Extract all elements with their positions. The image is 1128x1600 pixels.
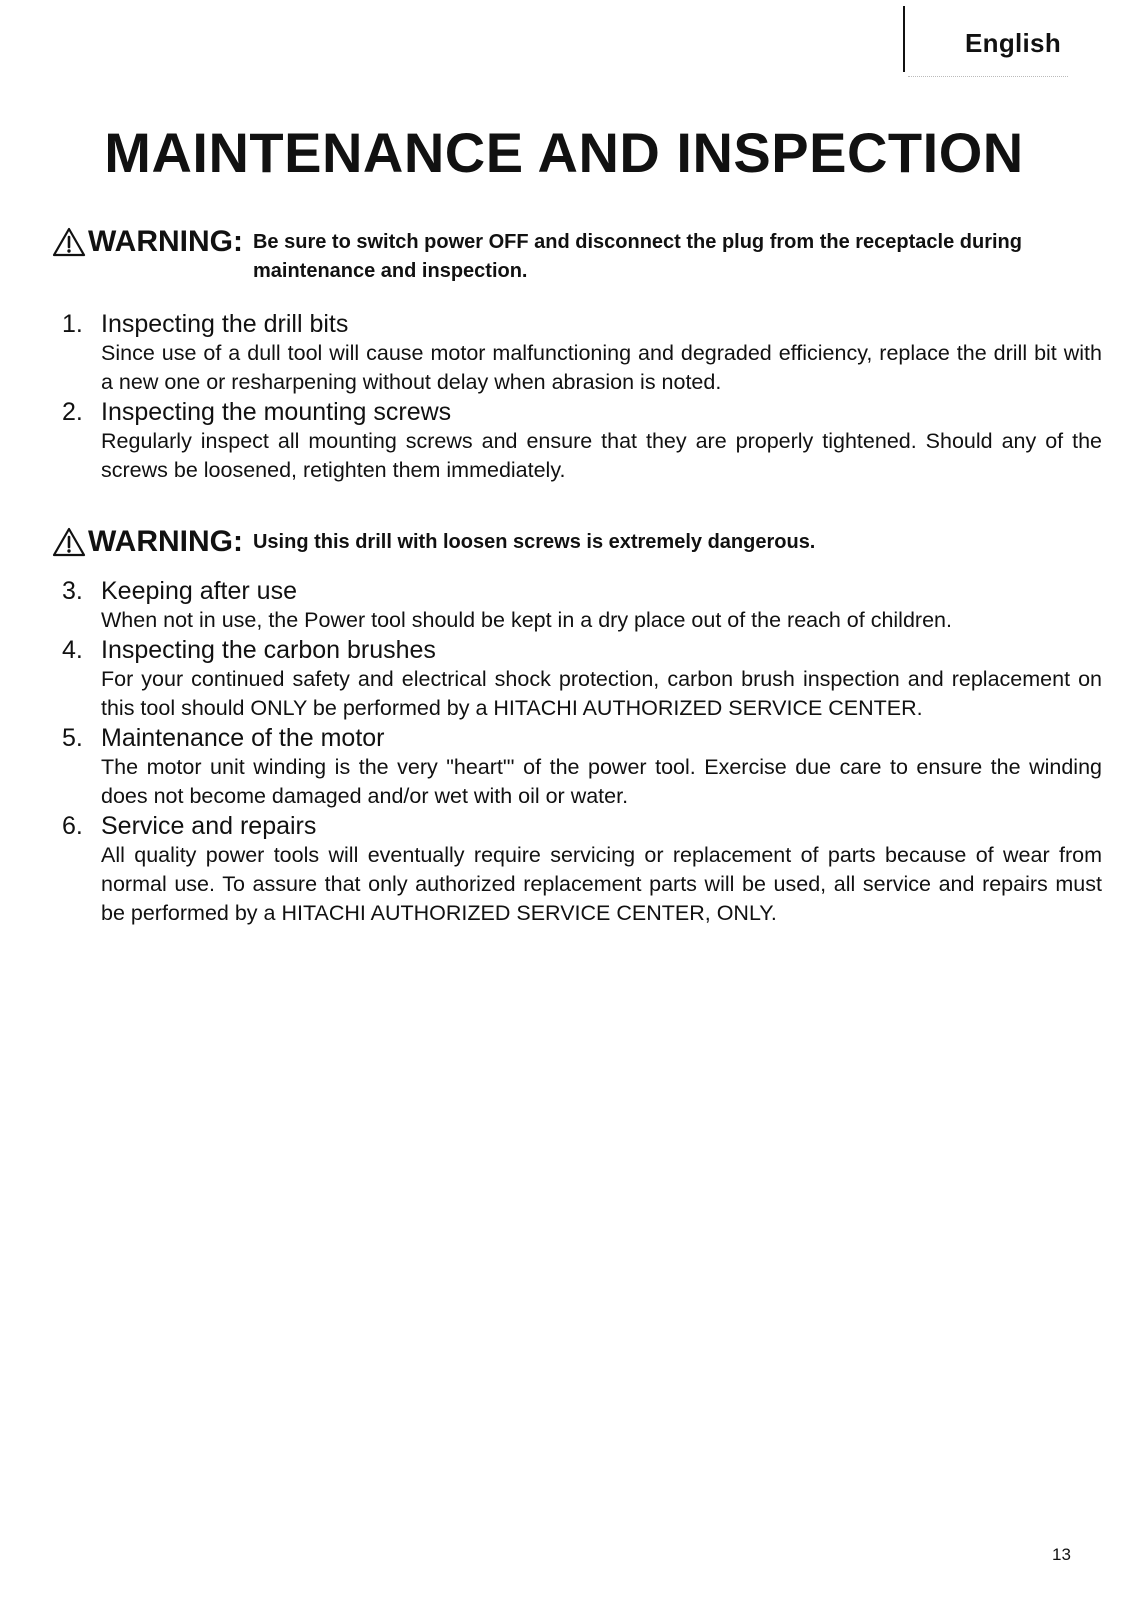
item-body: When not in use, the Power tool should be kept in a dry place out of the reach of children. bbox=[101, 608, 952, 632]
item-number: 6. bbox=[62, 812, 83, 840]
warning-label: WARNING: bbox=[88, 225, 243, 258]
item-title: Inspecting the drill bits bbox=[101, 310, 349, 338]
warning-block-1 bbox=[52, 225, 1055, 286]
item-title: Keeping after use bbox=[101, 577, 297, 605]
warning-text: Using this drill with loosen screws is extremely dangerous. bbox=[252, 531, 816, 553]
list-item bbox=[62, 723, 1102, 811]
item-body: For your continued safety and electrical shock protection, carbon brush inspection and replacement on this tool should ONLY be performed by a HITACHI AUTHORIZED SERVICE CENTER. bbox=[101, 667, 1102, 720]
page-number: 13 bbox=[1052, 1545, 1071, 1564]
item-list-b bbox=[62, 576, 1102, 928]
item-number: 2. bbox=[62, 398, 83, 426]
list-item bbox=[62, 397, 1102, 485]
item-title: Maintenance of the motor bbox=[101, 724, 385, 752]
warning-triangle-icon bbox=[52, 227, 86, 257]
language-divider bbox=[903, 6, 905, 72]
item-list-a bbox=[62, 309, 1102, 485]
warning-triangle-icon bbox=[52, 527, 86, 557]
list-item bbox=[62, 576, 1102, 635]
item-number: 4. bbox=[62, 636, 83, 664]
item-body: The motor unit winding is the very "heart"' of the power tool. Exercise due care to ensure the winding does not become damaged and/or wet with oil or water. bbox=[101, 755, 1102, 808]
list-item bbox=[62, 635, 1102, 723]
item-title: Inspecting the carbon brushes bbox=[101, 636, 436, 664]
warning-label: WARNING: bbox=[88, 525, 243, 558]
item-number: 3. bbox=[62, 577, 83, 605]
list-item bbox=[62, 811, 1102, 928]
item-title: Inspecting the mounting screws bbox=[101, 398, 452, 426]
page-title: MAINTENANCE AND INSPECTION bbox=[104, 121, 1024, 184]
item-body: Since use of a dull tool will cause motor malfunctioning and degraded efficiency, replace the drill bit with a new one or resharpening without delay when abrasion is noted. bbox=[101, 341, 1102, 394]
item-number: 1. bbox=[62, 310, 83, 338]
warning-block-2 bbox=[52, 525, 815, 559]
warning-text: Be sure to switch power OFF and disconnect the plug from the receptacle during maintenance and inspection. bbox=[252, 231, 1022, 282]
item-number: 5. bbox=[62, 724, 83, 752]
item-body: Regularly inspect all mounting screws and ensure that they are properly tightened. Should any of the screws be loosened, retighten them immediately. bbox=[101, 429, 1102, 482]
language-underline bbox=[908, 76, 1068, 77]
item-title: Service and repairs bbox=[101, 812, 317, 840]
language-label: English bbox=[965, 28, 1061, 58]
list-item bbox=[62, 309, 1102, 397]
item-body: All quality power tools will eventually require servicing or replacement of parts because of wear from normal use. To assure that only authorized replacement parts will be used, all service and repairs must be performed by a HITACHI AUTHORIZED SERVICE CENTER, ONLY. bbox=[101, 843, 1102, 925]
